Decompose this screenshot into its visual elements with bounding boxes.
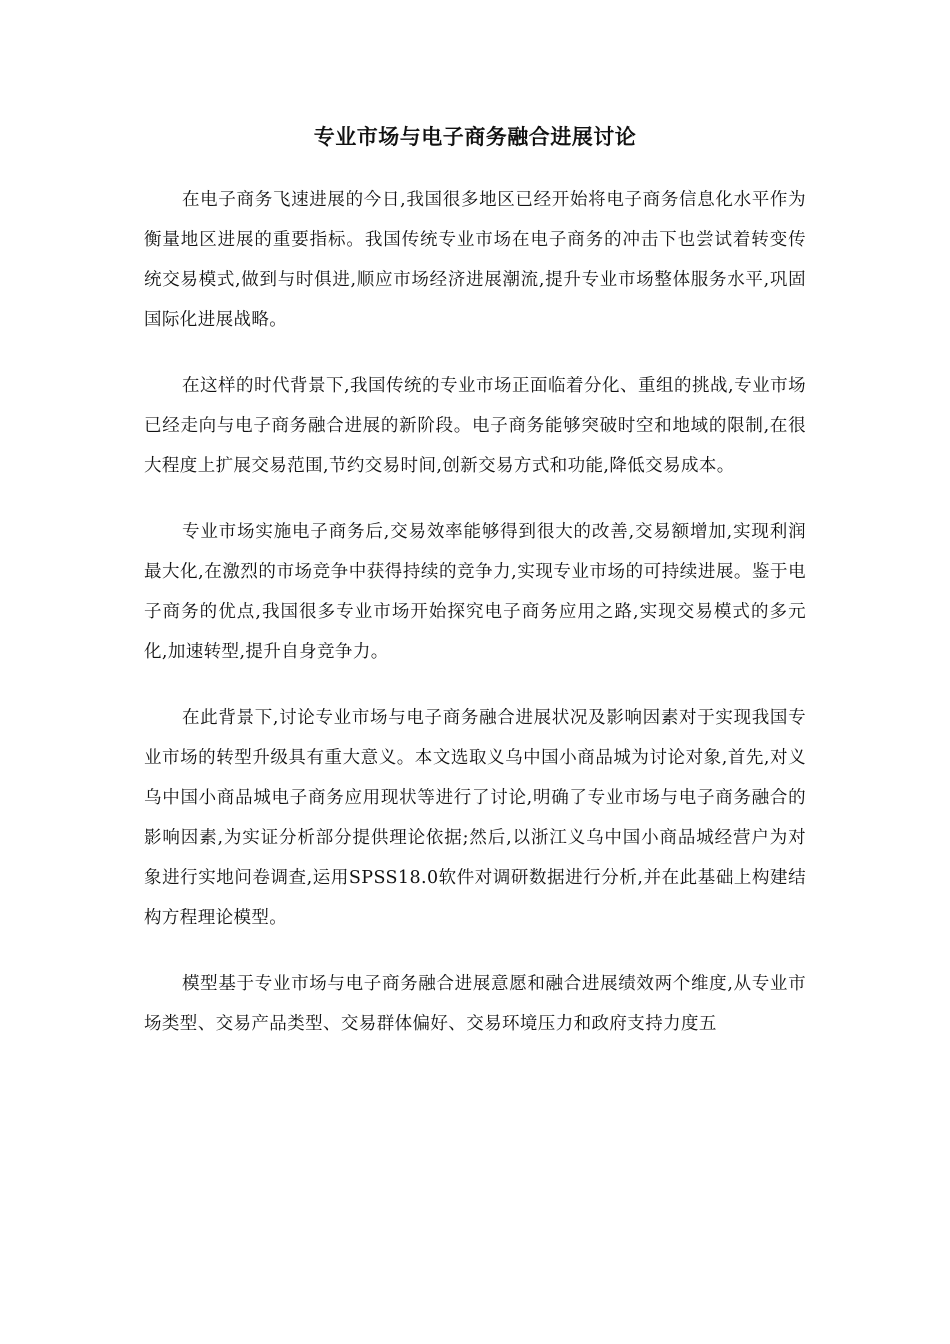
document-title: 专业市场与电子商务融合进展讨论 <box>313 124 637 149</box>
paragraph: 专业市场实施电子商务后,交易效率能够得到很大的改善,交易额增加,实现利润最大化,在激烈的市场竞争中获得持续的竞争力,实现专业市场的可持续进展。鉴于电子商务的优点,我国很多专业市场开始探究电子商务应用之路,实现交易模式的多元化,加速转型,提升自身竞争力。 <box>144 522 806 662</box>
document-body <box>144 180 806 1070</box>
paragraph: 在电子商务飞速进展的今日,我国很多地区已经开始将电子商务信息化水平作为衡量地区进展的重要指标。我国传统专业市场在电子商务的冲击下也尝试着转变传统交易模式,做到与时俱进,顺应市场经济进展潮流,提升专业市场整体服务水平,巩固国际化进展战略。 <box>144 190 806 330</box>
paragraph: 在这样的时代背景下,我国传统的专业市场正面临着分化、重组的挑战,专业市场已经走向与电子商务融合进展的新阶段。电子商务能够突破时空和地域的限制,在很大程度上扩展交易范围,节约交易时间,创新交易方式和功能,降低交易成本。 <box>144 376 806 476</box>
paragraph: 在此背景下,讨论专业市场与电子商务融合进展状况及影响因素对于实现我国专业市场的转型升级具有重大意义。本文选取义乌中国小商品城为讨论对象,首先,对义乌中国小商品城电子商务应用现状等进行了讨论,明确了专业市场与电子商务融合的影响因素,为实证分析部分提供理论依据;然后,以浙江义乌中国小商品城经营户为对象进行实地问卷调查,运用SPSS18.0软件对调研数据进行分析,并在此基础上构建结构方程理论模型。 <box>144 708 806 928</box>
paragraph: 模型基于专业市场与电子商务融合进展意愿和融合进展绩效两个维度,从专业市场类型、交易产品类型、交易群体偏好、交易环境压力和政府支持力度五 <box>144 974 806 1034</box>
